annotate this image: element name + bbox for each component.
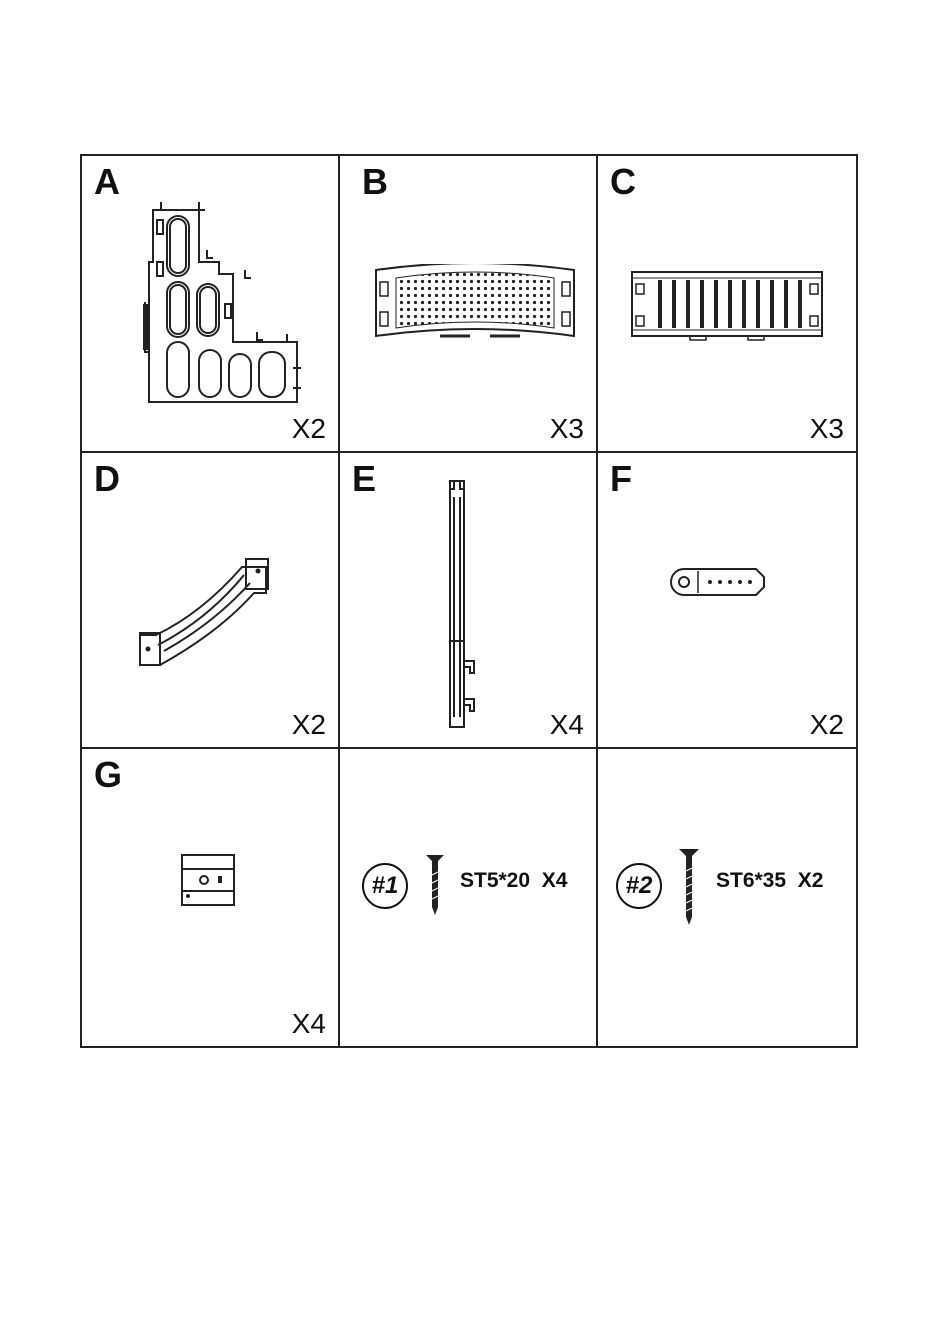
connector-clip-icon <box>178 849 238 909</box>
short-screw-icon <box>424 853 446 917</box>
part-cell-g <box>82 749 340 1046</box>
part-letter: D <box>94 457 120 499</box>
part-cell-c <box>598 156 856 453</box>
slotted-panel-icon <box>630 268 825 344</box>
part-cell-b <box>340 156 598 453</box>
part-cell-f <box>598 453 856 750</box>
screw-spec <box>460 869 567 893</box>
part-quantity: X4 <box>291 1007 326 1039</box>
part-letter: C <box>610 161 636 202</box>
part-quantity: X2 <box>291 412 326 444</box>
screw-quantity: X4 <box>541 869 568 893</box>
part-quantity: X4 <box>549 709 584 741</box>
part-cell-d <box>82 453 340 750</box>
part-quantity: X3 <box>809 412 844 444</box>
screw-cell-1 <box>340 749 598 1046</box>
vertical-post-icon <box>440 477 490 729</box>
part-letter: B <box>362 161 388 202</box>
part-letter: A <box>94 161 120 202</box>
screw-cell-2 <box>598 749 856 1046</box>
screw-spec <box>716 869 823 893</box>
screw-badge: #1 <box>362 863 408 909</box>
long-screw-icon <box>678 847 700 927</box>
part-letter: F <box>610 457 632 499</box>
corner-panel-icon <box>137 192 307 412</box>
screw-size: ST6*35 <box>716 869 787 893</box>
part-cell-e <box>340 453 598 750</box>
part-quantity: X2 <box>809 709 844 741</box>
wall-anchor-icon <box>670 565 770 599</box>
part-letter: E <box>352 457 377 499</box>
perforated-curved-panel-icon <box>370 264 580 344</box>
part-quantity: X2 <box>291 709 326 741</box>
curved-bracket-icon <box>132 553 282 673</box>
screw-size: ST5*20 <box>460 869 531 893</box>
parts-grid <box>80 154 858 1048</box>
part-quantity: X3 <box>549 412 584 444</box>
screw-badge: #2 <box>616 863 662 909</box>
part-letter: G <box>94 754 123 796</box>
part-cell-a <box>82 156 340 453</box>
screw-quantity: X2 <box>797 869 824 893</box>
